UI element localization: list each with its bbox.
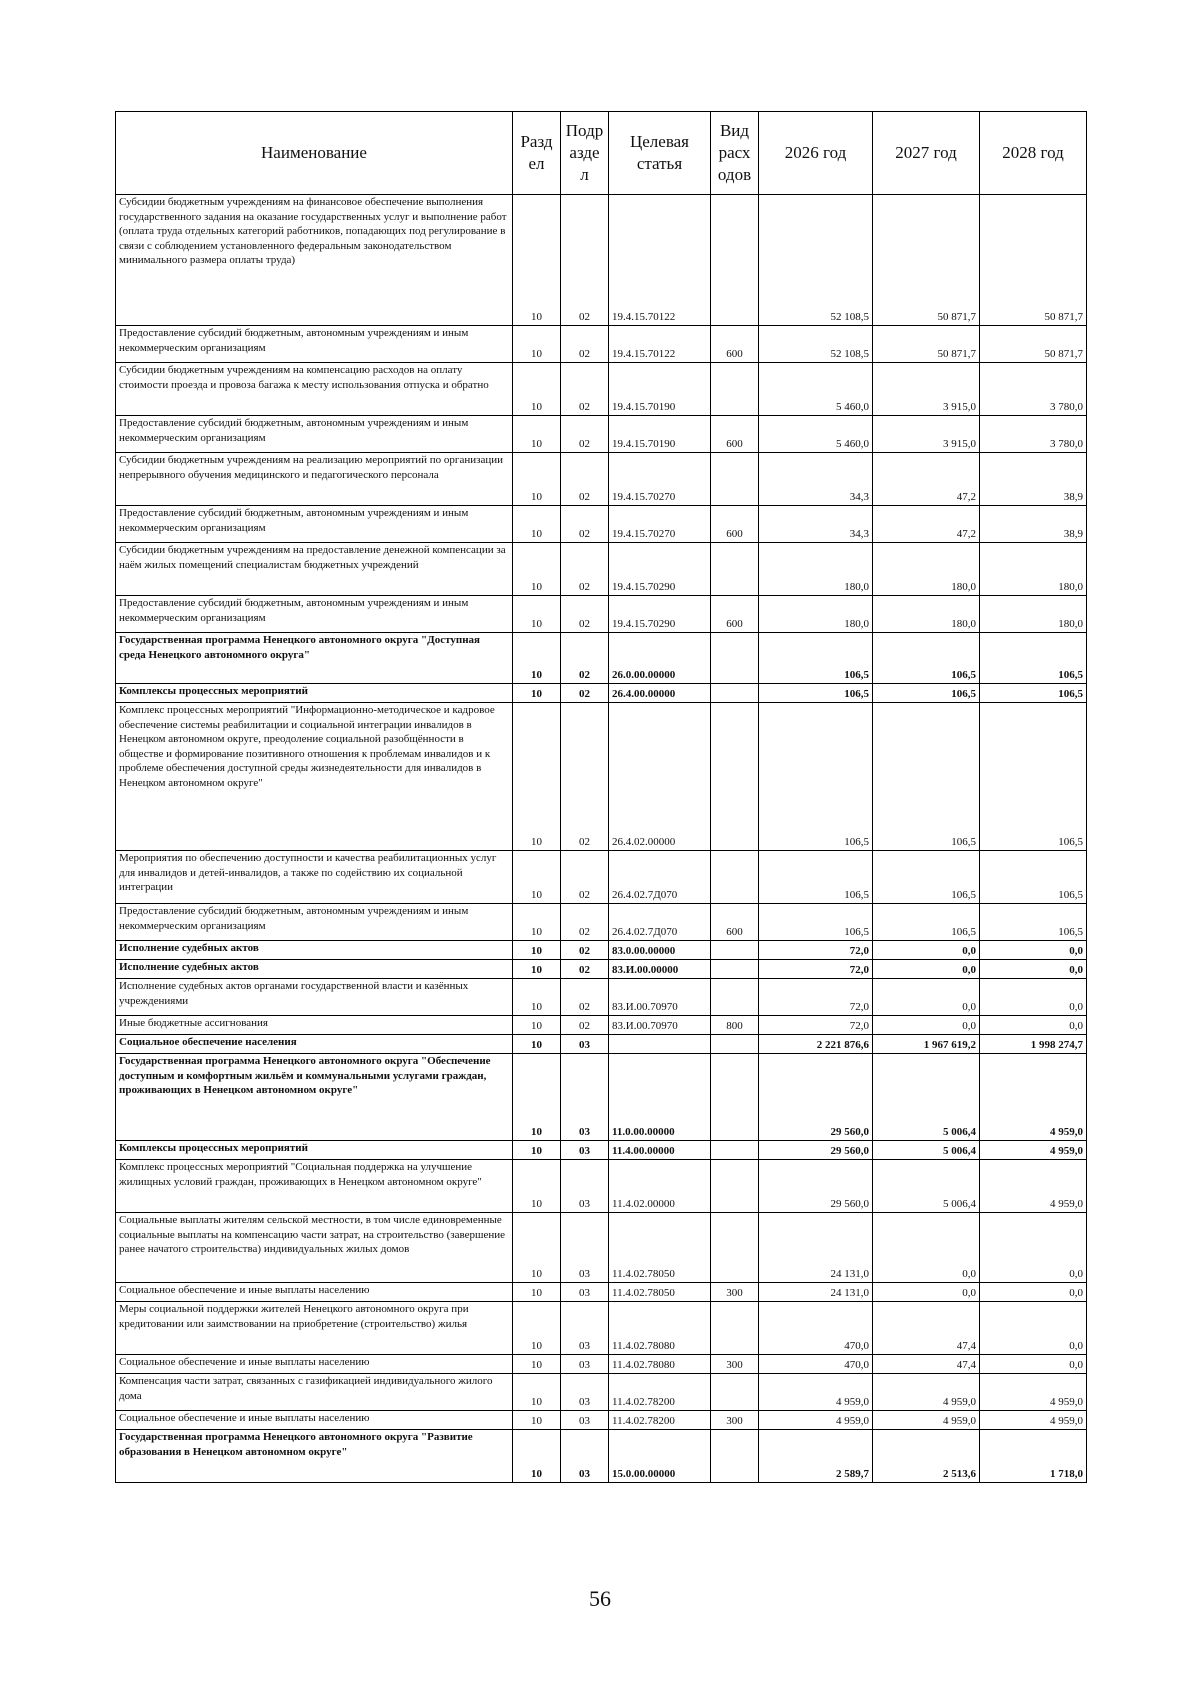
cell-vid [711, 1430, 759, 1483]
cell-statya [609, 1035, 711, 1054]
cell-year-2026: 2 221 876,6 [759, 1035, 873, 1054]
cell-year-2026: 29 560,0 [759, 1141, 873, 1160]
table-row [116, 1035, 1087, 1054]
cell-podrazdel: 03 [561, 1160, 609, 1213]
table-row [116, 979, 1087, 1016]
cell-statya: 19.4.15.70290 [609, 596, 711, 633]
cell-name: Субсидии бюджетным учреждениям на компенсацию расходов на оплату стоимости проезда и провоза багажа к месту использования отпуска и обратно [116, 363, 513, 416]
cell-statya: 11.4.02.78200 [609, 1411, 711, 1430]
cell-year-2028: 0,0 [980, 941, 1087, 960]
cell-statya: 11.4.02.78050 [609, 1283, 711, 1302]
table-row [116, 1016, 1087, 1035]
cell-statya: 19.4.15.70122 [609, 326, 711, 363]
table-row [116, 941, 1087, 960]
cell-year-2027: 47,2 [873, 506, 980, 543]
cell-statya: 19.4.15.70290 [609, 543, 711, 596]
cell-podrazdel: 02 [561, 453, 609, 506]
header-year-2028: 2028 год [980, 112, 1087, 195]
cell-statya: 19.4.15.70270 [609, 506, 711, 543]
cell-name: Социальное обеспечение и иные выплаты населению [116, 1411, 513, 1430]
cell-name: Исполнение судебных актов [116, 941, 513, 960]
cell-year-2026: 29 560,0 [759, 1160, 873, 1213]
cell-podrazdel: 02 [561, 543, 609, 596]
table-row [116, 1213, 1087, 1283]
cell-year-2028: 4 959,0 [980, 1141, 1087, 1160]
cell-razdel: 10 [513, 851, 561, 904]
cell-name: Субсидии бюджетным учреждениям на реализацию мероприятий по организации непрерывного обучения медицинского и педагогического персонала [116, 453, 513, 506]
cell-razdel: 10 [513, 960, 561, 979]
header-name: Наименование [116, 112, 513, 195]
cell-name: Субсидии бюджетным учреждениям на финансовое обеспечение выполнения государственного задания на оказание государственных услуг и выполнение работ (оплата труда отдельных категорий работников, попадающих под регулирование в связи с соблюдением установленного федеральным законодательством минимального размера оплаты труда) [116, 195, 513, 326]
cell-podrazdel: 02 [561, 633, 609, 684]
cell-razdel: 10 [513, 684, 561, 703]
cell-year-2028: 0,0 [980, 1016, 1087, 1035]
cell-vid [711, 195, 759, 326]
cell-razdel: 10 [513, 904, 561, 941]
cell-statya: 11.4.02.78080 [609, 1355, 711, 1374]
cell-name: Комплексы процессных мероприятий [116, 684, 513, 703]
cell-podrazdel: 02 [561, 851, 609, 904]
cell-statya: 26.4.02.00000 [609, 703, 711, 851]
cell-podrazdel: 02 [561, 904, 609, 941]
cell-razdel: 10 [513, 1213, 561, 1283]
cell-razdel: 10 [513, 1054, 561, 1141]
cell-razdel: 10 [513, 1141, 561, 1160]
cell-razdel: 10 [513, 1302, 561, 1355]
budget-table [115, 111, 1087, 1483]
cell-year-2028: 4 959,0 [980, 1054, 1087, 1141]
cell-year-2028: 4 959,0 [980, 1411, 1087, 1430]
cell-razdel: 10 [513, 1430, 561, 1483]
table-row [116, 506, 1087, 543]
cell-statya: 19.4.15.70122 [609, 195, 711, 326]
cell-year-2026: 34,3 [759, 453, 873, 506]
cell-statya: 26.0.00.00000 [609, 633, 711, 684]
cell-statya: 83.И.00.00000 [609, 960, 711, 979]
cell-razdel: 10 [513, 703, 561, 851]
cell-vid: 600 [711, 416, 759, 453]
cell-year-2028: 106,5 [980, 904, 1087, 941]
cell-year-2028: 3 780,0 [980, 363, 1087, 416]
cell-year-2027: 50 871,7 [873, 326, 980, 363]
cell-year-2026: 180,0 [759, 596, 873, 633]
cell-vid [711, 851, 759, 904]
cell-razdel: 10 [513, 506, 561, 543]
cell-vid [711, 1054, 759, 1141]
cell-statya: 26.4.00.00000 [609, 684, 711, 703]
cell-name: Государственная программа Ненецкого автономного округа "Доступная среда Ненецкого автономного округа" [116, 633, 513, 684]
cell-year-2027: 5 006,4 [873, 1160, 980, 1213]
cell-vid [711, 684, 759, 703]
cell-podrazdel: 03 [561, 1430, 609, 1483]
cell-year-2026: 4 959,0 [759, 1411, 873, 1430]
cell-razdel: 10 [513, 1016, 561, 1035]
cell-year-2026: 106,5 [759, 684, 873, 703]
cell-vid [711, 960, 759, 979]
cell-name: Компенсация части затрат, связанных с газификацией индивидуального жилого дома [116, 1374, 513, 1411]
cell-name: Комплекс процессных мероприятий "Социальная поддержка на улучшение жилищных условий граждан, проживающих в Ненецком автономном округе" [116, 1160, 513, 1213]
cell-statya: 11.4.02.78080 [609, 1302, 711, 1355]
cell-year-2028: 1 718,0 [980, 1430, 1087, 1483]
cell-name: Предоставление субсидий бюджетным, автономным учреждениям и иным некоммерческим организациям [116, 506, 513, 543]
cell-vid [711, 979, 759, 1016]
cell-year-2027: 0,0 [873, 960, 980, 979]
table-row [116, 1302, 1087, 1355]
cell-vid [711, 633, 759, 684]
cell-year-2028: 0,0 [980, 1213, 1087, 1283]
cell-year-2026: 106,5 [759, 633, 873, 684]
cell-year-2028: 50 871,7 [980, 326, 1087, 363]
cell-podrazdel: 02 [561, 703, 609, 851]
cell-vid [711, 941, 759, 960]
cell-year-2026: 2 589,7 [759, 1430, 873, 1483]
cell-razdel: 10 [513, 941, 561, 960]
cell-vid [711, 1141, 759, 1160]
cell-razdel: 10 [513, 596, 561, 633]
cell-year-2028: 1 998 274,7 [980, 1035, 1087, 1054]
cell-name: Социальное обеспечение и иные выплаты населению [116, 1355, 513, 1374]
cell-vid: 300 [711, 1411, 759, 1430]
cell-year-2026: 5 460,0 [759, 416, 873, 453]
cell-podrazdel: 03 [561, 1141, 609, 1160]
cell-year-2027: 0,0 [873, 1213, 980, 1283]
header-statya: Целевая статья [609, 112, 711, 195]
cell-podrazdel: 02 [561, 596, 609, 633]
cell-podrazdel: 02 [561, 1016, 609, 1035]
cell-year-2027: 0,0 [873, 1016, 980, 1035]
cell-year-2027: 47,2 [873, 453, 980, 506]
cell-year-2027: 5 006,4 [873, 1141, 980, 1160]
cell-name: Социальное обеспечение и иные выплаты населению [116, 1283, 513, 1302]
cell-year-2028: 106,5 [980, 851, 1087, 904]
table-row [116, 326, 1087, 363]
cell-name: Иные бюджетные ассигнования [116, 1016, 513, 1035]
cell-name: Предоставление субсидий бюджетным, автономным учреждениям и иным некоммерческим организациям [116, 416, 513, 453]
cell-name: Комплекс процессных мероприятий "Информационно-методическое и кадровое обеспечение системы реабилитации и социальной интеграции инвалидов в Ненецком автономном округе, преодоление социальной разобщённости в обществе и формирование позитивного отношения к проблемам инвалидов и к проблеме обеспечения доступной среды жизнедеятельности для инвалидов в Ненецком автономном округе" [116, 703, 513, 851]
cell-year-2026: 470,0 [759, 1302, 873, 1355]
cell-razdel: 10 [513, 633, 561, 684]
cell-podrazdel: 03 [561, 1302, 609, 1355]
table-row [116, 1160, 1087, 1213]
table-row [116, 416, 1087, 453]
cell-year-2026: 24 131,0 [759, 1213, 873, 1283]
cell-podrazdel: 03 [561, 1035, 609, 1054]
cell-year-2027: 47,4 [873, 1302, 980, 1355]
cell-year-2027: 0,0 [873, 941, 980, 960]
table-row [116, 363, 1087, 416]
cell-razdel: 10 [513, 1374, 561, 1411]
cell-vid [711, 703, 759, 851]
cell-vid: 600 [711, 596, 759, 633]
cell-year-2028: 50 871,7 [980, 195, 1087, 326]
cell-year-2027: 106,5 [873, 703, 980, 851]
cell-year-2026: 72,0 [759, 960, 873, 979]
cell-name: Социальное обеспечение населения [116, 1035, 513, 1054]
cell-year-2028: 3 780,0 [980, 416, 1087, 453]
cell-vid: 300 [711, 1355, 759, 1374]
cell-year-2028: 4 959,0 [980, 1160, 1087, 1213]
cell-podrazdel: 02 [561, 941, 609, 960]
cell-vid: 300 [711, 1283, 759, 1302]
cell-vid [711, 1160, 759, 1213]
cell-name: Комплексы процессных мероприятий [116, 1141, 513, 1160]
cell-year-2026: 52 108,5 [759, 326, 873, 363]
cell-year-2027: 50 871,7 [873, 195, 980, 326]
cell-year-2026: 34,3 [759, 506, 873, 543]
cell-year-2027: 3 915,0 [873, 363, 980, 416]
header-podrazdel: Подр азде л [561, 112, 609, 195]
table-row [116, 684, 1087, 703]
cell-year-2027: 4 959,0 [873, 1411, 980, 1430]
cell-year-2026: 72,0 [759, 941, 873, 960]
table-row [116, 1283, 1087, 1302]
cell-name: Предоставление субсидий бюджетным, автономным учреждениям и иным некоммерческим организациям [116, 596, 513, 633]
cell-year-2027: 0,0 [873, 979, 980, 1016]
cell-statya: 83.0.00.00000 [609, 941, 711, 960]
cell-name: Субсидии бюджетным учреждениям на предоставление денежной компенсации за наём жилых помещений специалистам бюджетных учреждений [116, 543, 513, 596]
cell-year-2026: 24 131,0 [759, 1283, 873, 1302]
header-year-2027: 2027 год [873, 112, 980, 195]
cell-year-2028: 180,0 [980, 543, 1087, 596]
cell-podrazdel: 03 [561, 1283, 609, 1302]
cell-podrazdel: 02 [561, 416, 609, 453]
cell-razdel: 10 [513, 1355, 561, 1374]
header-row [116, 112, 1087, 195]
cell-year-2027: 1 967 619,2 [873, 1035, 980, 1054]
cell-vid [711, 1302, 759, 1355]
cell-year-2026: 72,0 [759, 979, 873, 1016]
cell-podrazdel: 03 [561, 1213, 609, 1283]
cell-razdel: 10 [513, 1160, 561, 1213]
header-vid: Вид расх одов [711, 112, 759, 195]
cell-podrazdel: 02 [561, 195, 609, 326]
header-year-2026: 2026 год [759, 112, 873, 195]
cell-vid: 600 [711, 904, 759, 941]
page-number: 56 [589, 1586, 611, 1611]
cell-statya: 11.4.02.78050 [609, 1213, 711, 1283]
cell-year-2027: 180,0 [873, 543, 980, 596]
cell-name: Исполнение судебных актов [116, 960, 513, 979]
cell-year-2027: 106,5 [873, 851, 980, 904]
cell-year-2026: 106,5 [759, 851, 873, 904]
cell-year-2027: 47,4 [873, 1355, 980, 1374]
cell-razdel: 10 [513, 363, 561, 416]
cell-podrazdel: 03 [561, 1054, 609, 1141]
cell-vid [711, 1374, 759, 1411]
table-row [116, 596, 1087, 633]
table-row [116, 453, 1087, 506]
cell-name: Предоставление субсидий бюджетным, автономным учреждениям и иным некоммерческим организациям [116, 326, 513, 363]
cell-year-2028: 0,0 [980, 1302, 1087, 1355]
cell-razdel: 10 [513, 1411, 561, 1430]
cell-year-2028: 0,0 [980, 979, 1087, 1016]
cell-year-2028: 180,0 [980, 596, 1087, 633]
cell-statya: 15.0.00.00000 [609, 1430, 711, 1483]
cell-name: Меры социальной поддержки жителей Ненецкого автономного округа при кредитовании или заимствовании на приобретение (строительство) жилья [116, 1302, 513, 1355]
cell-razdel: 10 [513, 416, 561, 453]
cell-statya: 19.4.15.70190 [609, 363, 711, 416]
cell-year-2027: 106,5 [873, 633, 980, 684]
table-row [116, 703, 1087, 851]
cell-statya: 83.И.00.70970 [609, 1016, 711, 1035]
cell-podrazdel: 02 [561, 506, 609, 543]
cell-name: Государственная программа Ненецкого автономного округа "Обеспечение доступным и комфортным жильём и коммунальными услугами граждан, проживающих в Ненецком автономном округе" [116, 1054, 513, 1141]
cell-podrazdel: 02 [561, 960, 609, 979]
cell-year-2028: 4 959,0 [980, 1374, 1087, 1411]
cell-statya: 19.4.15.70270 [609, 453, 711, 506]
table-row [116, 633, 1087, 684]
cell-year-2027: 4 959,0 [873, 1374, 980, 1411]
cell-year-2027: 2 513,6 [873, 1430, 980, 1483]
cell-year-2028: 0,0 [980, 1283, 1087, 1302]
cell-year-2026: 4 959,0 [759, 1374, 873, 1411]
table-row [116, 195, 1087, 326]
cell-year-2028: 38,9 [980, 506, 1087, 543]
cell-year-2026: 29 560,0 [759, 1054, 873, 1141]
table-row [116, 904, 1087, 941]
cell-year-2028: 106,5 [980, 633, 1087, 684]
cell-vid: 600 [711, 506, 759, 543]
cell-razdel: 10 [513, 453, 561, 506]
cell-name: Мероприятия по обеспечению доступности и качества реабилитационных услуг для инвалидов и детей-инвалидов, а также по содействию их социальной интеграции [116, 851, 513, 904]
cell-year-2026: 470,0 [759, 1355, 873, 1374]
cell-podrazdel: 03 [561, 1374, 609, 1411]
cell-year-2027: 3 915,0 [873, 416, 980, 453]
cell-year-2028: 0,0 [980, 1355, 1087, 1374]
table-row [116, 960, 1087, 979]
cell-name: Исполнение судебных актов органами государственной власти и казённых учреждениями [116, 979, 513, 1016]
table-row [116, 543, 1087, 596]
table-row [116, 1054, 1087, 1141]
cell-vid [711, 1213, 759, 1283]
cell-podrazdel: 03 [561, 1411, 609, 1430]
table-row [116, 851, 1087, 904]
cell-razdel: 10 [513, 195, 561, 326]
table-row [116, 1374, 1087, 1411]
cell-year-2027: 0,0 [873, 1283, 980, 1302]
table-body [116, 195, 1087, 1483]
cell-year-2027: 180,0 [873, 596, 980, 633]
cell-statya: 26.4.02.7Д070 [609, 851, 711, 904]
cell-vid [711, 363, 759, 416]
cell-name: Предоставление субсидий бюджетным, автономным учреждениям и иным некоммерческим организациям [116, 904, 513, 941]
table-row [116, 1411, 1087, 1430]
cell-statya: 83.И.00.70970 [609, 979, 711, 1016]
cell-razdel: 10 [513, 543, 561, 596]
cell-year-2026: 72,0 [759, 1016, 873, 1035]
cell-year-2027: 106,5 [873, 684, 980, 703]
cell-podrazdel: 02 [561, 684, 609, 703]
cell-year-2028: 106,5 [980, 684, 1087, 703]
cell-statya: 11.0.00.00000 [609, 1054, 711, 1141]
cell-year-2026: 5 460,0 [759, 363, 873, 416]
cell-year-2028: 38,9 [980, 453, 1087, 506]
cell-podrazdel: 02 [561, 979, 609, 1016]
cell-year-2026: 180,0 [759, 543, 873, 596]
cell-year-2026: 106,5 [759, 703, 873, 851]
cell-razdel: 10 [513, 1283, 561, 1302]
cell-year-2028: 0,0 [980, 960, 1087, 979]
cell-year-2026: 106,5 [759, 904, 873, 941]
cell-vid: 600 [711, 326, 759, 363]
cell-podrazdel: 03 [561, 1355, 609, 1374]
cell-razdel: 10 [513, 979, 561, 1016]
cell-name: Государственная программа Ненецкого автономного округа "Развитие образования в Ненецком автономном округе" [116, 1430, 513, 1483]
header-razdel: Разд ел [513, 112, 561, 195]
cell-statya: 11.4.00.00000 [609, 1141, 711, 1160]
table-row [116, 1141, 1087, 1160]
cell-vid: 800 [711, 1016, 759, 1035]
table-row [116, 1430, 1087, 1483]
cell-podrazdel: 02 [561, 326, 609, 363]
cell-statya: 26.4.02.7Д070 [609, 904, 711, 941]
cell-razdel: 10 [513, 326, 561, 363]
cell-name: Социальные выплаты жителям сельской местности, в том числе единовременные социальные выплаты на компенсацию части затрат, на строительство (завершение ранее начатого строительства) индивидуальных жилых домов [116, 1213, 513, 1283]
cell-vid [711, 453, 759, 506]
cell-podrazdel: 02 [561, 363, 609, 416]
cell-statya: 19.4.15.70190 [609, 416, 711, 453]
cell-year-2027: 106,5 [873, 904, 980, 941]
cell-razdel: 10 [513, 1035, 561, 1054]
cell-year-2027: 5 006,4 [873, 1054, 980, 1141]
cell-statya: 11.4.02.78200 [609, 1374, 711, 1411]
cell-vid [711, 1035, 759, 1054]
table-row [116, 1355, 1087, 1374]
cell-year-2026: 52 108,5 [759, 195, 873, 326]
cell-vid [711, 543, 759, 596]
cell-statya: 11.4.02.00000 [609, 1160, 711, 1213]
cell-year-2028: 106,5 [980, 703, 1087, 851]
